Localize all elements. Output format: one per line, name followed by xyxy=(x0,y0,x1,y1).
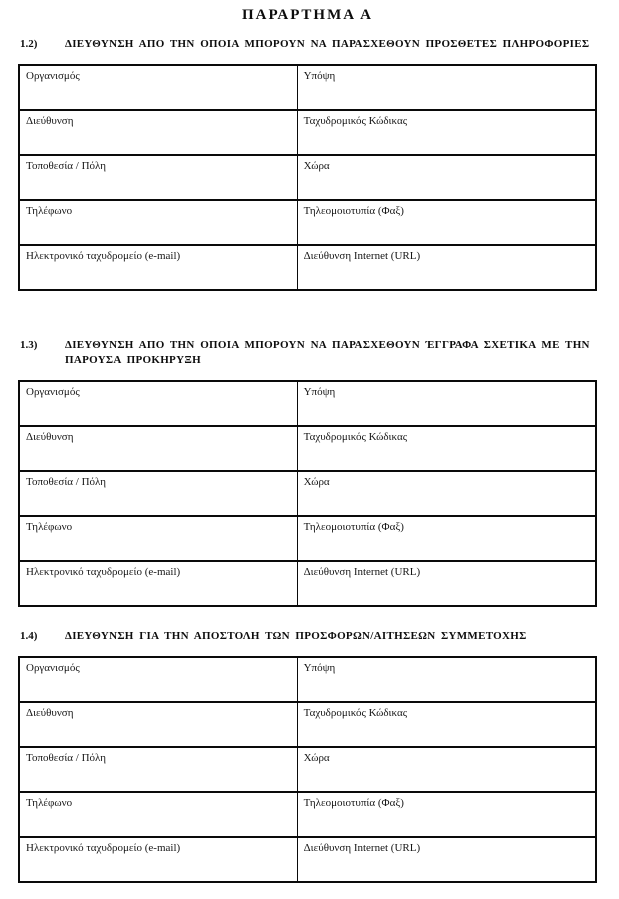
telephone-label: Τηλέφωνο xyxy=(26,205,73,217)
attention-label: Υπόψη xyxy=(303,386,336,398)
url-label: Διεύθυνση Internet (URL) xyxy=(303,250,421,262)
table-row xyxy=(19,110,596,155)
table-row xyxy=(19,561,596,606)
fax-label: Τηλεομοιοτυπία (Φαξ) xyxy=(303,205,404,217)
section-heading-row xyxy=(18,629,597,644)
url-cell xyxy=(297,837,596,882)
section-heading-row xyxy=(18,37,597,52)
section-heading: ΔΙΕΥΘΥΝΣΗ ΑΠΟ ΤΗΝ ΟΠΟΙΑ ΜΠΟΡΟΥΝ ΝΑ ΠΑΡΑΣΧΕΘΟΥΝ ΠΡΟΣΘΕΤΕΣ ΠΛΗΡΟΦΟΡΙΕΣ xyxy=(65,38,590,50)
town-cell xyxy=(19,747,297,792)
attention-cell xyxy=(297,657,596,702)
country-label: Χώρα xyxy=(303,752,330,764)
fax-cell xyxy=(297,200,596,245)
country-cell xyxy=(297,747,596,792)
fax-label: Τηλεομοιοτυπία (Φαξ) xyxy=(303,797,404,809)
email-label: Ηλεκτρονικό ταχυδρομείο (e-mail) xyxy=(26,250,181,262)
organisation-cell xyxy=(19,381,297,426)
telephone-label: Τηλέφωνο xyxy=(26,797,73,809)
url-label: Διεύθυνση Internet (URL) xyxy=(303,566,421,578)
address-label: Διεύθυνση xyxy=(26,115,74,127)
address-label: Διεύθυνση xyxy=(26,707,74,719)
attention-cell xyxy=(297,381,596,426)
table-row xyxy=(19,702,596,747)
country-cell xyxy=(297,155,596,200)
table-row xyxy=(19,747,596,792)
table-row xyxy=(19,792,596,837)
table-row xyxy=(19,837,596,882)
section-number: 1.3) xyxy=(20,339,38,351)
attention-cell xyxy=(297,65,596,110)
table-row xyxy=(19,200,596,245)
postal-code-cell xyxy=(297,110,596,155)
address-label: Διεύθυνση xyxy=(26,431,74,443)
contact-form-table xyxy=(18,380,597,607)
telephone-cell xyxy=(19,516,297,561)
organisation-label: Οργανισμός xyxy=(26,662,80,674)
town-label: Τοποθεσία / Πόλη xyxy=(26,752,107,764)
table-row xyxy=(19,245,596,290)
table-row xyxy=(19,155,596,200)
table-row xyxy=(19,657,596,702)
town-label: Τοποθεσία / Πόλη xyxy=(26,160,107,172)
contact-form-table xyxy=(18,64,597,291)
town-cell xyxy=(19,471,297,516)
organisation-label: Οργανισμός xyxy=(26,386,80,398)
url-cell xyxy=(297,245,596,290)
postal-code-label: Ταχυδρομικός Κώδικας xyxy=(303,707,408,719)
address-cell xyxy=(19,702,297,747)
section-number: 1.2) xyxy=(20,38,38,50)
country-label: Χώρα xyxy=(303,476,330,488)
postal-code-label: Ταχυδρομικός Κώδικας xyxy=(303,115,408,127)
section-1-4 xyxy=(18,629,597,883)
attention-label: Υπόψη xyxy=(303,662,336,674)
section-number: 1.4) xyxy=(20,630,38,642)
section-heading-row xyxy=(18,338,597,368)
table-row xyxy=(19,471,596,516)
contact-form-table xyxy=(18,656,597,883)
url-cell xyxy=(297,561,596,606)
organisation-label: Οργανισμός xyxy=(26,70,80,82)
email-cell xyxy=(19,245,297,290)
email-label: Ηλεκτρονικό ταχυδρομείο (e-mail) xyxy=(26,842,181,854)
town-label: Τοποθεσία / Πόλη xyxy=(26,476,107,488)
section-1-3 xyxy=(18,338,597,607)
email-label: Ηλεκτρονικό ταχυδρομείο (e-mail) xyxy=(26,566,181,578)
section-1-2 xyxy=(18,37,597,291)
address-cell xyxy=(19,426,297,471)
table-row xyxy=(19,516,596,561)
telephone-cell xyxy=(19,792,297,837)
email-cell xyxy=(19,561,297,606)
table-row xyxy=(19,381,596,426)
fax-cell xyxy=(297,792,596,837)
telephone-label: Τηλέφωνο xyxy=(26,521,73,533)
fax-cell xyxy=(297,516,596,561)
postal-code-cell xyxy=(297,426,596,471)
attention-label: Υπόψη xyxy=(303,70,336,82)
fax-label: Τηλεομοιοτυπία (Φαξ) xyxy=(303,521,404,533)
organisation-cell xyxy=(19,65,297,110)
email-cell xyxy=(19,837,297,882)
address-cell xyxy=(19,110,297,155)
country-cell xyxy=(297,471,596,516)
telephone-cell xyxy=(19,200,297,245)
section-heading: ΔΙΕΥΘΥΝΣΗ ΓΙΑ ΤΗΝ ΑΠΟΣΤΟΛΗ ΤΩΝ ΠΡΟΣΦΟΡΩΝ/ΑΙΤΗΣΕΩΝ ΣΥΜΜΕΤΟΧΗΣ xyxy=(65,630,527,642)
organisation-cell xyxy=(19,657,297,702)
postal-code-label: Ταχυδρομικός Κώδικας xyxy=(303,431,408,443)
table-row xyxy=(19,426,596,471)
page-title: ΠΑΡΑΡΤΗΜΑ Α xyxy=(241,7,374,23)
postal-code-cell xyxy=(297,702,596,747)
table-row xyxy=(19,65,596,110)
url-label: Διεύθυνση Internet (URL) xyxy=(303,842,421,854)
town-cell xyxy=(19,155,297,200)
section-heading: ΔΙΕΥΘΥΝΣΗ ΑΠΟ ΤΗΝ ΟΠΟΙΑ ΜΠΟΡΟΥΝ ΝΑ ΠΑΡΑΣΧΕΘΟΥΝ ΈΓΓΡΑΦΑ ΣΧΕΤΙΚΑ ΜΕ ΤΗΝ ΠΑΡΟΥΣΑ ΠΡΟΚΗΡΥΞΗ xyxy=(65,339,590,366)
country-label: Χώρα xyxy=(303,160,330,172)
